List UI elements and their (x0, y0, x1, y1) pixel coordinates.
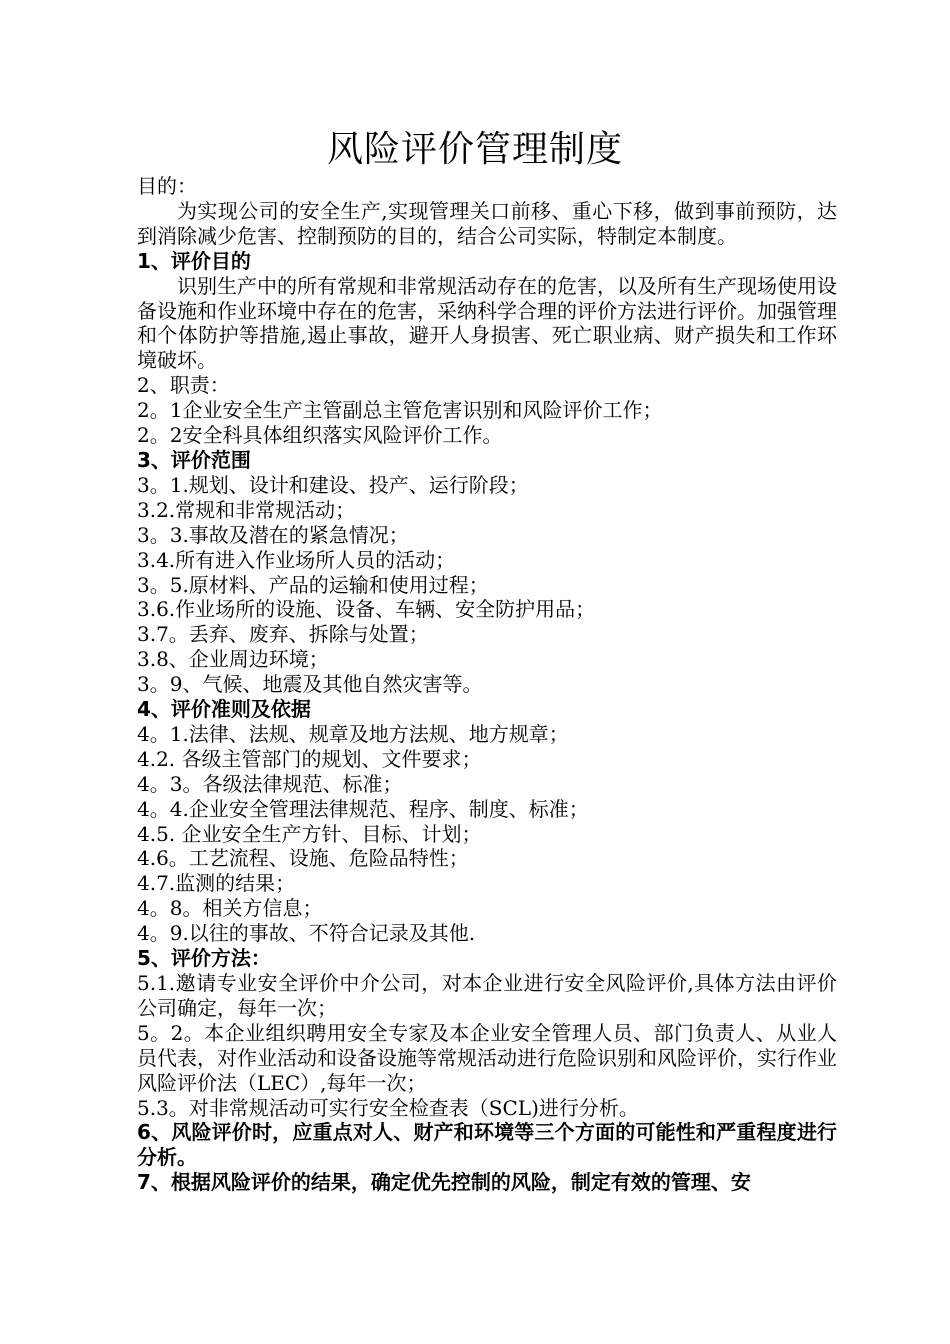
section-3-item: 3.2.常规和非常规活动； (137, 497, 356, 522)
section-2-item: 2。2安全科具体组织落实风险评价工作。 (137, 423, 503, 448)
section-5-item: 5.3。对非常规活动可实行安全检查表（SCL)进行分析。 (137, 1095, 639, 1120)
section-7-heading: 7、根据风险评价的结果，确定优先控制的风险，制定有效的管理、安 (137, 1170, 751, 1195)
section-5-item: 5.1.邀请专业安全评价中介公司，对本企业进行安全风险评价,具体方法由评价公司确定，每年一次； (137, 971, 837, 1020)
section-6-heading: 6、风险评价时，应重点对人、财产和环境等三个方面的可能性和严重程度进行分析。 (137, 1120, 837, 1170)
section-3-item: 3。1.规划、设计和建设、投产、运行阶段； (137, 472, 529, 497)
section-4-item: 4。9.以往的事故、不符合记录及其他. (137, 921, 476, 946)
section-3-item: 3.7。丢弃、废弃、拆除与处置； (137, 622, 429, 647)
section-4-item: 4。3。各级法律规范、标准； (137, 771, 403, 796)
section-2-heading: 2、职责： (137, 373, 230, 398)
section-4-item: 4。8。相关方信息； (137, 896, 323, 921)
section-3-item: 3.4.所有进入作业场所人员的活动； (137, 547, 456, 572)
section-4-item: 4.6。工艺流程、设施、危险品特性； (137, 846, 469, 871)
section-3-item: 3。3.事故及潜在的紧急情况； (137, 522, 409, 547)
section-4-heading: 4、评价准则及依据 (137, 697, 311, 722)
section-5-item: 5。2。本企业组织聘用安全专家及本企业安全管理人员、部门负责人、从业人员代表，对作业活动和设备设施等常规活动进行危险识别和风险评价，实行作业风险评价法（LEC）,每年一次； (137, 1020, 837, 1095)
purpose-text: 为实现公司的安全生产,实现管理关口前移、重心下移，做到事前预防，达到消除减少危害、控制预防的目的，结合公司实际，特制定本制度。 (137, 198, 837, 248)
section-4-item: 4。1.法律、法规、规章及地方法规、地方规章； (137, 721, 569, 746)
section-1-text: 识别生产中的所有常规和非常规活动存在的危害，以及所有生产现场使用设备设施和作业环境中存在的危害，采纳科学合理的评价方法进行评价。加强管理和个体防护等措施,遏止事故，避开人身损害、死亡职业病、财产损失和工作环境破坏。 (137, 273, 837, 373)
section-4-item: 4.7.监测的结果； (137, 871, 296, 896)
purpose-label: 目的： (137, 174, 197, 198)
section-1-heading: 1、评价目的 (137, 248, 251, 273)
section-3-heading: 3、评价范围 (137, 447, 251, 472)
section-3-item: 3.6.作业场所的设施、设备、车辆、安全防护用品； (137, 597, 596, 622)
section-4-item: 4。4.企业安全管理法律规范、程序、制度、标准； (137, 796, 589, 821)
section-2-item: 2。1企业安全生产主管副总主管危害识别和风险评价工作； (137, 398, 663, 423)
document-title: 风险评价管理制度 (326, 129, 623, 170)
section-4-item: 4.5. 企业安全生产方针、目标、计划； (137, 821, 482, 846)
document-body (137, 174, 837, 1195)
section-5-heading: 5、评价方法： (137, 946, 271, 971)
section-3-item: 3。9、气候、地震及其他自然灾害等。 (137, 672, 483, 697)
section-3-item: 3.8、企业周边环境； (137, 647, 329, 672)
section-3-item: 3。5.原材料、产品的运输和使用过程； (137, 572, 489, 597)
section-4-item: 4.2. 各级主管部门的规划、文件要求； (137, 746, 482, 771)
